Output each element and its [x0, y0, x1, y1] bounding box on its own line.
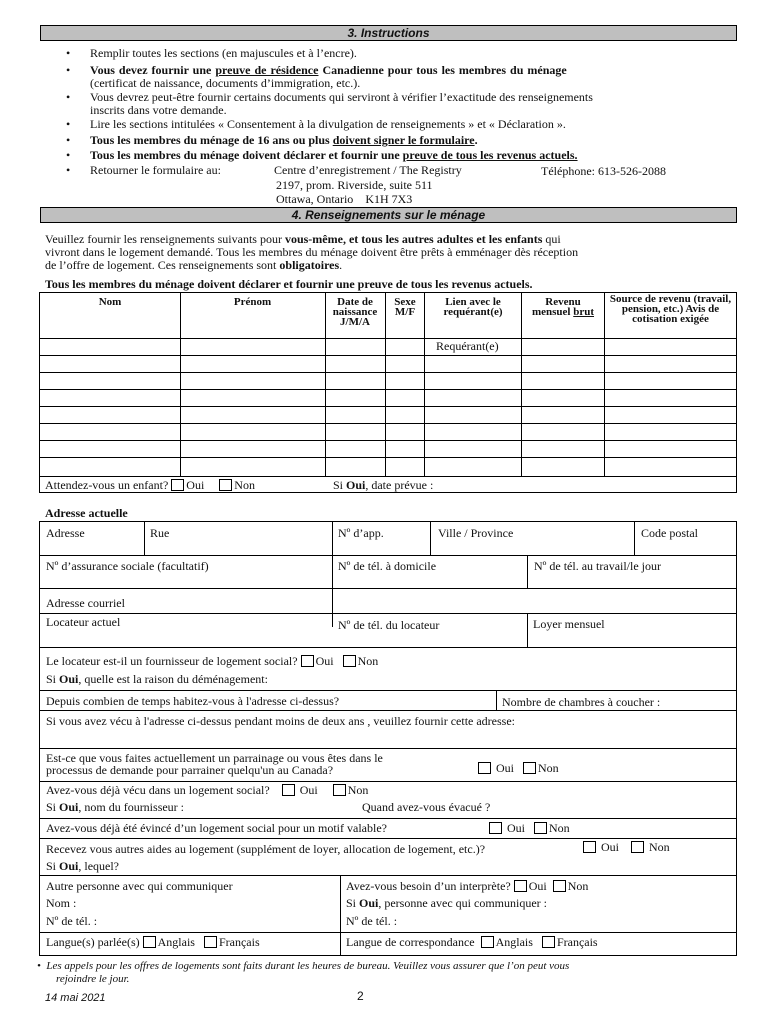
household-intro-3: de l’offre de logement. Ces renseignements sont obligatoires.	[45, 258, 343, 272]
provider-non-checkbox[interactable]	[343, 655, 356, 667]
sponsorship-oui-checkbox[interactable]	[478, 762, 491, 774]
bedrooms-field[interactable]: Nombre de chambres à coucher :	[502, 695, 661, 709]
col-header-nom: Nom	[98, 296, 122, 308]
spoken-francais-checkbox[interactable]	[204, 936, 217, 948]
interpreter-non-checkbox[interactable]	[553, 880, 566, 892]
corr-anglais-checkbox[interactable]	[481, 936, 494, 948]
footer-note-1: • Les appels pour les offres de logements sont faits durant les heures de bureau. Veuillez vous assurer que l’on peut vous	[37, 960, 570, 972]
locateur-field[interactable]: Locateur actuel	[46, 615, 121, 629]
registry-phone: Téléphone: 613-526-2088	[541, 164, 666, 178]
col-header-date: Date de naissance J/M/A	[332, 296, 378, 328]
languages-row: Langue(s) parlée(s) Anglais Français	[46, 935, 260, 949]
provider-oui-checkbox[interactable]	[301, 655, 314, 667]
evicted-non-checkbox[interactable]	[534, 822, 547, 834]
loyer-field[interactable]: Loyer mensuel	[533, 617, 605, 631]
social-provider-row: Le locateur est-il un fournisseur de logement social? Oui Non	[46, 654, 379, 668]
contact-name-field[interactable]: Nom :	[46, 896, 77, 910]
household-income-note: Tous les membres du ménage doivent déclarer et fournir une preuve de tous les revenus actuels.	[45, 277, 533, 291]
expecting-non-checkbox[interactable]	[219, 479, 232, 491]
evacuated-field[interactable]: Quand avez-vous évacué ?	[362, 800, 491, 814]
rue-field[interactable]: Rue	[150, 526, 170, 540]
housing-aid-options: Oui Non	[580, 841, 670, 854]
housing-aid-row: Recevez vous autres aides au logement (supplément de loyer, allocation de logement, etc.)?	[46, 842, 486, 856]
expecting-child-row: Attendez-vous un enfant? Oui Non	[45, 478, 255, 492]
due-date-label: Si Oui, date prévue :	[333, 478, 434, 492]
spoken-anglais-checkbox[interactable]	[143, 936, 156, 948]
expecting-oui-checkbox[interactable]	[171, 479, 184, 491]
col-header-source: Source de revenu (travail, pension, etc.) Avis de cotisation exigée	[609, 293, 732, 325]
section-3-header: 3. Instructions	[40, 25, 737, 41]
registry-address-1: Centre d’enregistrement / The Registry	[274, 163, 462, 177]
lived-non-checkbox[interactable]	[333, 784, 346, 796]
adresse-label: Adresse	[46, 526, 85, 540]
corr-francais-checkbox[interactable]	[542, 936, 555, 948]
col-header-lien: Lien avec le requérant(e)	[443, 296, 503, 318]
household-intro-1: Veuillez fournir les renseignements suivants pour vous-même, et tous les autres adultes et les enfants qui	[45, 232, 561, 246]
aid-which-field[interactable]: Si Oui, lequel?	[46, 859, 120, 873]
household-intro-2: vivront dans le logement demandé. Tous les membres du ménage doivent être prêts à emménager dès réception	[45, 245, 579, 259]
evicted-row: Avez-vous déjà été évincé d’un logement social pour un motif valable?	[46, 821, 387, 835]
form-page: 3. Instructions • Remplir toutes les sections (en majuscules et à l’encre). • Vous devez fournir une preuve de résidence Canadienne pour tous les membres du ménage (certificat de naissance, documents d’immigration, etc.). • Vous devrez peut-être fournir certains documents qui serviront à vérifier l’exactitude des renseignements inscrits dans votre demande. • Lire les sections intitulées « Consentement à la divulgation de renseignements » et « Déclaration ». • Tous les membres du ménage de 16 ans ou plus doivent signer le formulaire. • Tous les membres du ménage doivent déclarer et fournir une preuve de tous les revenus actuels. • Retourner le formulaire au: Centre d’enregistrement / The Registry Téléphone: 613-526-2088 2197, prom. Riverside, suite 511 Ottawa, Ontario K1H 7X3 4. Renseignements sur le ménage Veuillez fournir les renseignements suivants pour vous-même, et tous les autres adultes et les enfants qui vivront dans le logement demandé. Tous les membres du ménage doivent être prêts à emménager dès réception de l’offre de logement. Ces renseignements sont obligatoires. Tous les membres du ménage doivent déclarer et fournir une preuve de tous les revenus actuels. Nom Prénom Date de naissance J/M/A Sexe M/F Lien avec le requérant(e) Revenu mensuel brut Source de revenu (travail, pension, etc.) Avis de cotisation exigée Requérant(e) Attendez-vous un enfant? Oui Non Si Oui, date prévue : Adresse actuelle Adresse Rue Nº d’app. Ville / Province Code postal Nº d’assurance sociale (facultatif) Nº de tél. à domicile Nº de tél. au travail/le jour Adresse courriel Locateur actuel Nº de tél. du locateur Loyer mensuel Le locateur est-il un fournisseur de logement social? Oui Non Si Oui, quelle est la raison du déménagement: Depuis combien de temps habitez-vous à l'adresse ci-dessus? Nombre de chambres à coucher : Si vous avez vécu à l'adresse ci-dessus pendant moins de deux ans , veuillez fournir cette adresse: Est-ce que vous faites actuellement un parrainage ou vous êtes dans le processus de demande pour parrainer quelqu'un au Canada? Oui Non Avez-vous déjà vécu dans un logement social? Oui Non Si Oui, nom du fournisseur : Quand avez-vous évacué ? Avez-vous déjà été évincé d’un logement social pour un motif valable? Oui Non Recevez vous autres aides au logement (supplément de loyer, allocation de logement, etc.)? Oui Non Si Oui, lequel? Autre personne avec qui communiquer Nom : Nº de tél. : Avez-vous besoin d’un interprète? Oui Non Si Oui, personne avec qui communiquer : Nº de tél. : Langue(s) parlée(s) Anglais Français Langue de correspondance Anglais Français • Les appels pour les offres de logements sont faits durant les heures de bureau. Veuillez vous assurer que l’on peut vous rejoindre le jour. 14 mai 2021 2	[0, 0, 770, 1024]
sponsorship-q1: Est-ce que vous faites actuellement un parrainage ou vous êtes dans le	[46, 751, 383, 765]
code-postal-field[interactable]: Code postal	[641, 526, 698, 540]
section-4-header: 4. Renseignements sur le ménage	[40, 207, 737, 223]
app-field[interactable]: Nº d’app.	[338, 526, 384, 540]
interpreter-contact-field[interactable]: Si Oui, personne avec qui communiquer :	[346, 896, 547, 910]
lived-oui-checkbox[interactable]	[282, 784, 295, 796]
registry-address-3: Ottawa, Ontario K1H 7X3	[276, 192, 413, 206]
how-long-field[interactable]: Depuis combien de temps habitez-vous à l'adresse ci-dessus?	[46, 694, 340, 708]
ville-field[interactable]: Ville / Province	[438, 526, 514, 540]
nas-field[interactable]: Nº d’assurance sociale (facultatif)	[46, 559, 209, 573]
previous-address-field[interactable]: Si vous avez vécu à l'adresse ci-dessus pendant moins de deux ans , veuillez fournir cette adresse:	[46, 714, 516, 728]
provider-name-field[interactable]: Si Oui, nom du fournisseur :	[46, 800, 185, 814]
correspondence-row: Langue de correspondance Anglais Français	[346, 935, 598, 949]
footer-date: 14 mai 2021	[45, 992, 106, 1004]
interpreter-row: Avez-vous besoin d’un interprète? Oui Non	[346, 879, 589, 893]
col-header-prenom: Prénom	[233, 296, 272, 308]
tel-domicile-field[interactable]: Nº de tél. à domicile	[338, 559, 437, 573]
aid-non-checkbox[interactable]	[631, 841, 644, 853]
sponsorship-non-checkbox[interactable]	[523, 762, 536, 774]
interpreter-tel-field[interactable]: Nº de tél. :	[346, 914, 398, 928]
interpreter-oui-checkbox[interactable]	[514, 880, 527, 892]
instruction-3-cont: inscrits dans votre demande.	[90, 103, 227, 117]
current-address-title: Adresse actuelle	[45, 506, 128, 520]
other-contact-label: Autre personne avec qui communiquer	[46, 879, 233, 893]
aid-oui-checkbox[interactable]	[583, 841, 596, 853]
tel-locateur-field[interactable]: Nº de tél. du locateur	[338, 618, 440, 632]
instruction-2-cont: (certificat de naissance, documents d’immigration, etc.).	[90, 76, 361, 90]
lived-social-row: Avez-vous déjà vécu dans un logement social? Oui Non	[46, 783, 369, 797]
sponsorship-options: Oui Non	[475, 762, 559, 775]
col-header-sexe: Sexe M/F	[394, 296, 416, 318]
registry-address-2: 2197, prom. Riverside, suite 511	[276, 178, 433, 192]
sponsorship-q2: processus de demande pour parrainer quelqu'un au Canada?	[46, 763, 334, 777]
contact-tel-field[interactable]: Nº de tél. :	[46, 914, 98, 928]
email-field[interactable]: Adresse courriel	[46, 596, 125, 610]
evicted-oui-checkbox[interactable]	[489, 822, 502, 834]
col-header-revenu: Revenu mensuel brut	[531, 296, 595, 318]
tel-travail-field[interactable]: Nº de tél. au travail/le jour	[534, 559, 662, 573]
evicted-options: Oui Non	[486, 822, 570, 835]
footer-note-2: rejoindre le jour.	[56, 973, 130, 985]
page-number: 2	[357, 989, 364, 1003]
move-reason-field[interactable]: Si Oui, quelle est la raison du déménagement:	[46, 672, 268, 686]
requerant-label: Requérant(e)	[436, 339, 499, 353]
